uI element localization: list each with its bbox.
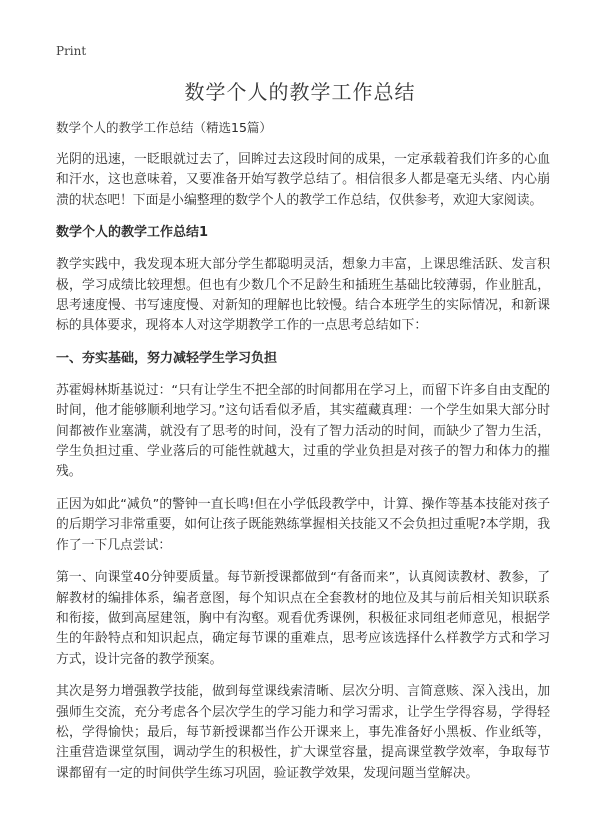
article-body — [56, 118, 550, 796]
body-paragraph: 第一、向课堂40分钟要质量。每节新授课都做到“有备而来”，认真阅读教材、教参，了解教材的编排体系，编者意图，每个知识点在全套教材的地位及其与前后相关知识联系和衔接，做到高屋建瓴，胸中有沟壑。观看优秀课例，积极征求同组老师意见，根据学生的年龄特点和知识起点，确定每节课的重难点，思考应该选择什么样教学方式和学习方式，设计完备的教学预案。 — [56, 570, 550, 667]
section-heading: 数学个人的教学工作总结1 — [56, 225, 209, 241]
print-link[interactable]: Print — [56, 44, 87, 58]
subsection-heading: 一、夯实基础，努力减轻学生学习负担 — [56, 350, 278, 366]
body-paragraph: 苏霍姆林斯基说过：“只有让学生不把全部的时间都用在学习上，而留下许多自由支配的时间，他才能够顺利地学习。”这句话看似矛盾，其实蕴藏真理：一个学生如果大部分时间都被作业塞满，就没有了思考的时间，没有了智力活动的时间，而缺少了智力生活，学生负担过重、学业落后的可能性就越大，过重的学业负担是对孩子的智力和体力的摧残。 — [56, 382, 550, 480]
section-intro-paragraph: 教学实践中，我发现本班大部分学生都聪明灵活，想象力丰富，上课思维活跃、发言积极，学习成绩比较理想。但也有少数几个不足龄生和插班生基础比较薄弱，作业脏乱，思考速度慢、书写速度慢、对新知的理解也比较慢。结合本班学生的实际情况，和新课标的具体要求，现将本人对这学期教学工作的一点思考总结如下： — [56, 257, 550, 334]
body-paragraph: 正因为如此“减负”的警钟一直长鸣!但在小学低段教学中，计算、操作等基本技能对孩子的后期学习非常重要，如何让孩子既能熟练掌握相关技能又不会负担过重呢?本学期，我作了一下几点尝试： — [56, 496, 550, 553]
intro-paragraph: 光阴的迅速，一眨眼就过去了，回眸过去这段时间的成果，一定承载着我们许多的心血和汗水，这也意味着，又要准备开始写教学总结了。相信很多人都是毫无头绪、内心崩溃的状态吧！下面是小编整理的数学个人的教学工作总结，仅供参考，欢迎大家阅读。 — [56, 152, 550, 208]
body-paragraph: 其次是努力增强教学技能，做到每堂课线索清晰、层次分明、言简意赅、深入浅出，加强师生交流，充分考虑各个层次学生的学习能力和学习需求，让学生学得容易，学得轻松，学得愉快；最后，每节新授课都当作公开课来上，事先准备好小黑板、作业纸等，注重营造课堂氛围，调动学生的积极性，扩大课堂容量，提高课堂教学效率，争取每节课都留有一定的时间供学生练习巩固，验证教学效果，发现问题当堂解决。 — [56, 684, 550, 781]
page-title: 数学个人的教学工作总结 — [184, 80, 416, 104]
article-subtitle: 数学个人的教学工作总结（精选15篇） — [56, 120, 272, 135]
